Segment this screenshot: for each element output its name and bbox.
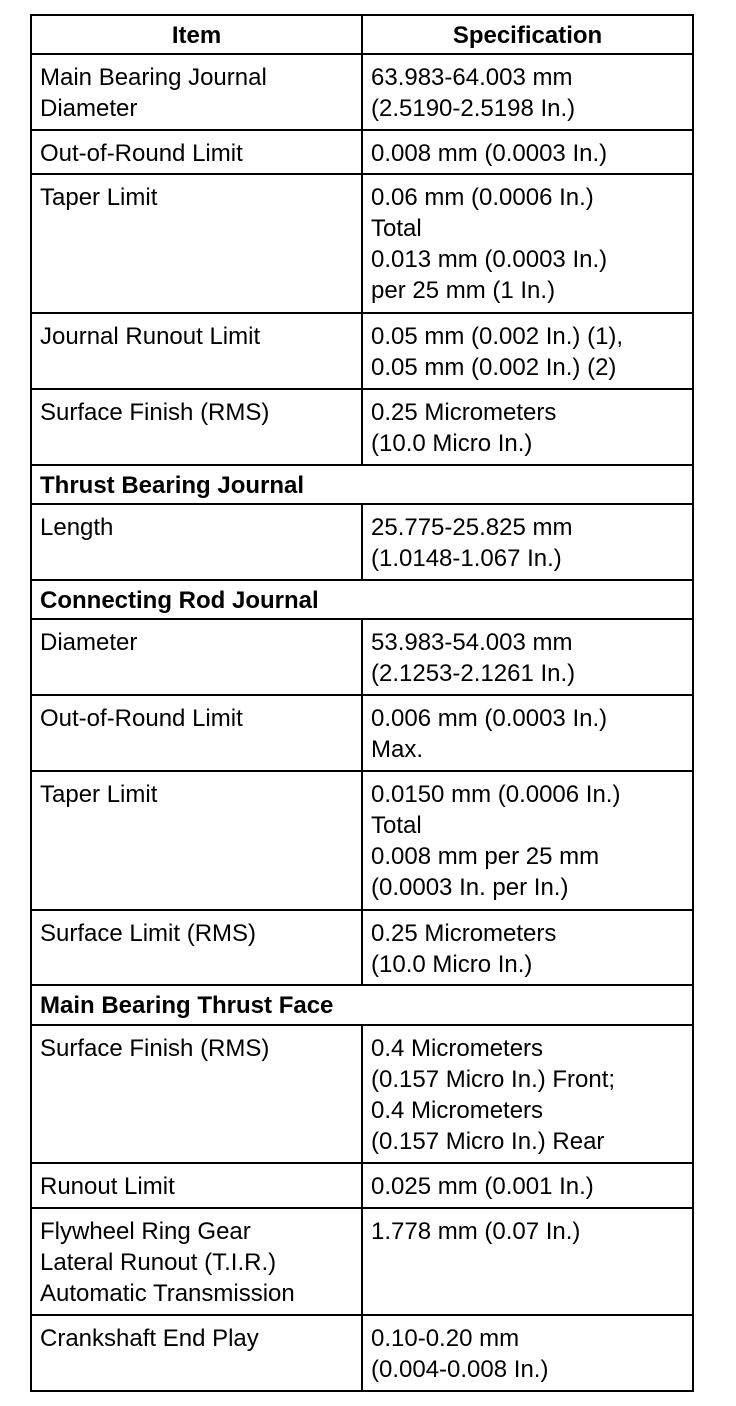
item-cell: Out-of-Round Limit bbox=[31, 130, 362, 174]
section-row bbox=[31, 985, 693, 1024]
spec-cell: 0.4 Micrometers (0.157 Micro In.) Front; 0.4 Micrometers (0.157 Micro In.) Rear bbox=[362, 1025, 693, 1164]
item-cell: Flywheel Ring Gear Lateral Runout (T.I.R.) Automatic Transmission bbox=[31, 1208, 362, 1315]
spec-cell: 0.06 mm (0.0006 In.) Total 0.013 mm (0.0003 In.) per 25 mm (1 In.) bbox=[362, 174, 693, 313]
table-row bbox=[31, 130, 693, 174]
specification-table bbox=[30, 14, 694, 1392]
spec-cell: 0.006 mm (0.0003 In.) Max. bbox=[362, 695, 693, 771]
spec-cell: 63.983-64.003 mm (2.5190-2.5198 In.) bbox=[362, 54, 693, 130]
spec-cell: 0.25 Micrometers (10.0 Micro In.) bbox=[362, 389, 693, 465]
item-cell: Out-of-Round Limit bbox=[31, 695, 362, 771]
item-cell: Surface Finish (RMS) bbox=[31, 389, 362, 465]
table-body bbox=[31, 54, 693, 1391]
item-cell: Taper Limit bbox=[31, 771, 362, 910]
spec-cell: 25.775-25.825 mm (1.0148-1.067 In.) bbox=[362, 504, 693, 580]
table-row bbox=[31, 313, 693, 389]
table-row bbox=[31, 1315, 693, 1391]
column-header-specification: Specification bbox=[362, 15, 693, 54]
table-row bbox=[31, 1208, 693, 1315]
table-row bbox=[31, 1163, 693, 1207]
table-header-row bbox=[31, 15, 693, 54]
table-row bbox=[31, 174, 693, 313]
spec-cell: 1.778 mm (0.07 In.) bbox=[362, 1208, 693, 1315]
table-row bbox=[31, 389, 693, 465]
table-row bbox=[31, 54, 693, 130]
section-heading: Thrust Bearing Journal bbox=[31, 465, 693, 504]
table-row bbox=[31, 695, 693, 771]
section-heading: Connecting Rod Journal bbox=[31, 580, 693, 619]
spec-cell: 0.0150 mm (0.0006 In.) Total 0.008 mm per 25 mm (0.0003 In. per In.) bbox=[362, 771, 693, 910]
item-cell: Journal Runout Limit bbox=[31, 313, 362, 389]
item-cell: Surface Limit (RMS) bbox=[31, 910, 362, 986]
table-row bbox=[31, 504, 693, 580]
spec-cell: 0.10-0.20 mm (0.004-0.008 In.) bbox=[362, 1315, 693, 1391]
spec-cell: 0.008 mm (0.0003 In.) bbox=[362, 130, 693, 174]
spec-cell: 53.983-54.003 mm (2.1253-2.1261 In.) bbox=[362, 619, 693, 695]
table-row bbox=[31, 619, 693, 695]
section-heading: Main Bearing Thrust Face bbox=[31, 985, 693, 1024]
spec-cell: 0.05 mm (0.002 In.) (1), 0.05 mm (0.002 In.) (2) bbox=[362, 313, 693, 389]
section-row bbox=[31, 465, 693, 504]
item-cell: Crankshaft End Play bbox=[31, 1315, 362, 1391]
table-row bbox=[31, 771, 693, 910]
item-cell: Length bbox=[31, 504, 362, 580]
spec-cell: 0.025 mm (0.001 In.) bbox=[362, 1163, 693, 1207]
item-cell: Main Bearing Journal Diameter bbox=[31, 54, 362, 130]
column-header-item: Item bbox=[31, 15, 362, 54]
table-row bbox=[31, 1025, 693, 1164]
item-cell: Runout Limit bbox=[31, 1163, 362, 1207]
item-cell: Diameter bbox=[31, 619, 362, 695]
section-row bbox=[31, 580, 693, 619]
item-cell: Surface Finish (RMS) bbox=[31, 1025, 362, 1164]
spec-cell: 0.25 Micrometers (10.0 Micro In.) bbox=[362, 910, 693, 986]
table-row bbox=[31, 910, 693, 986]
item-cell: Taper Limit bbox=[31, 174, 362, 313]
